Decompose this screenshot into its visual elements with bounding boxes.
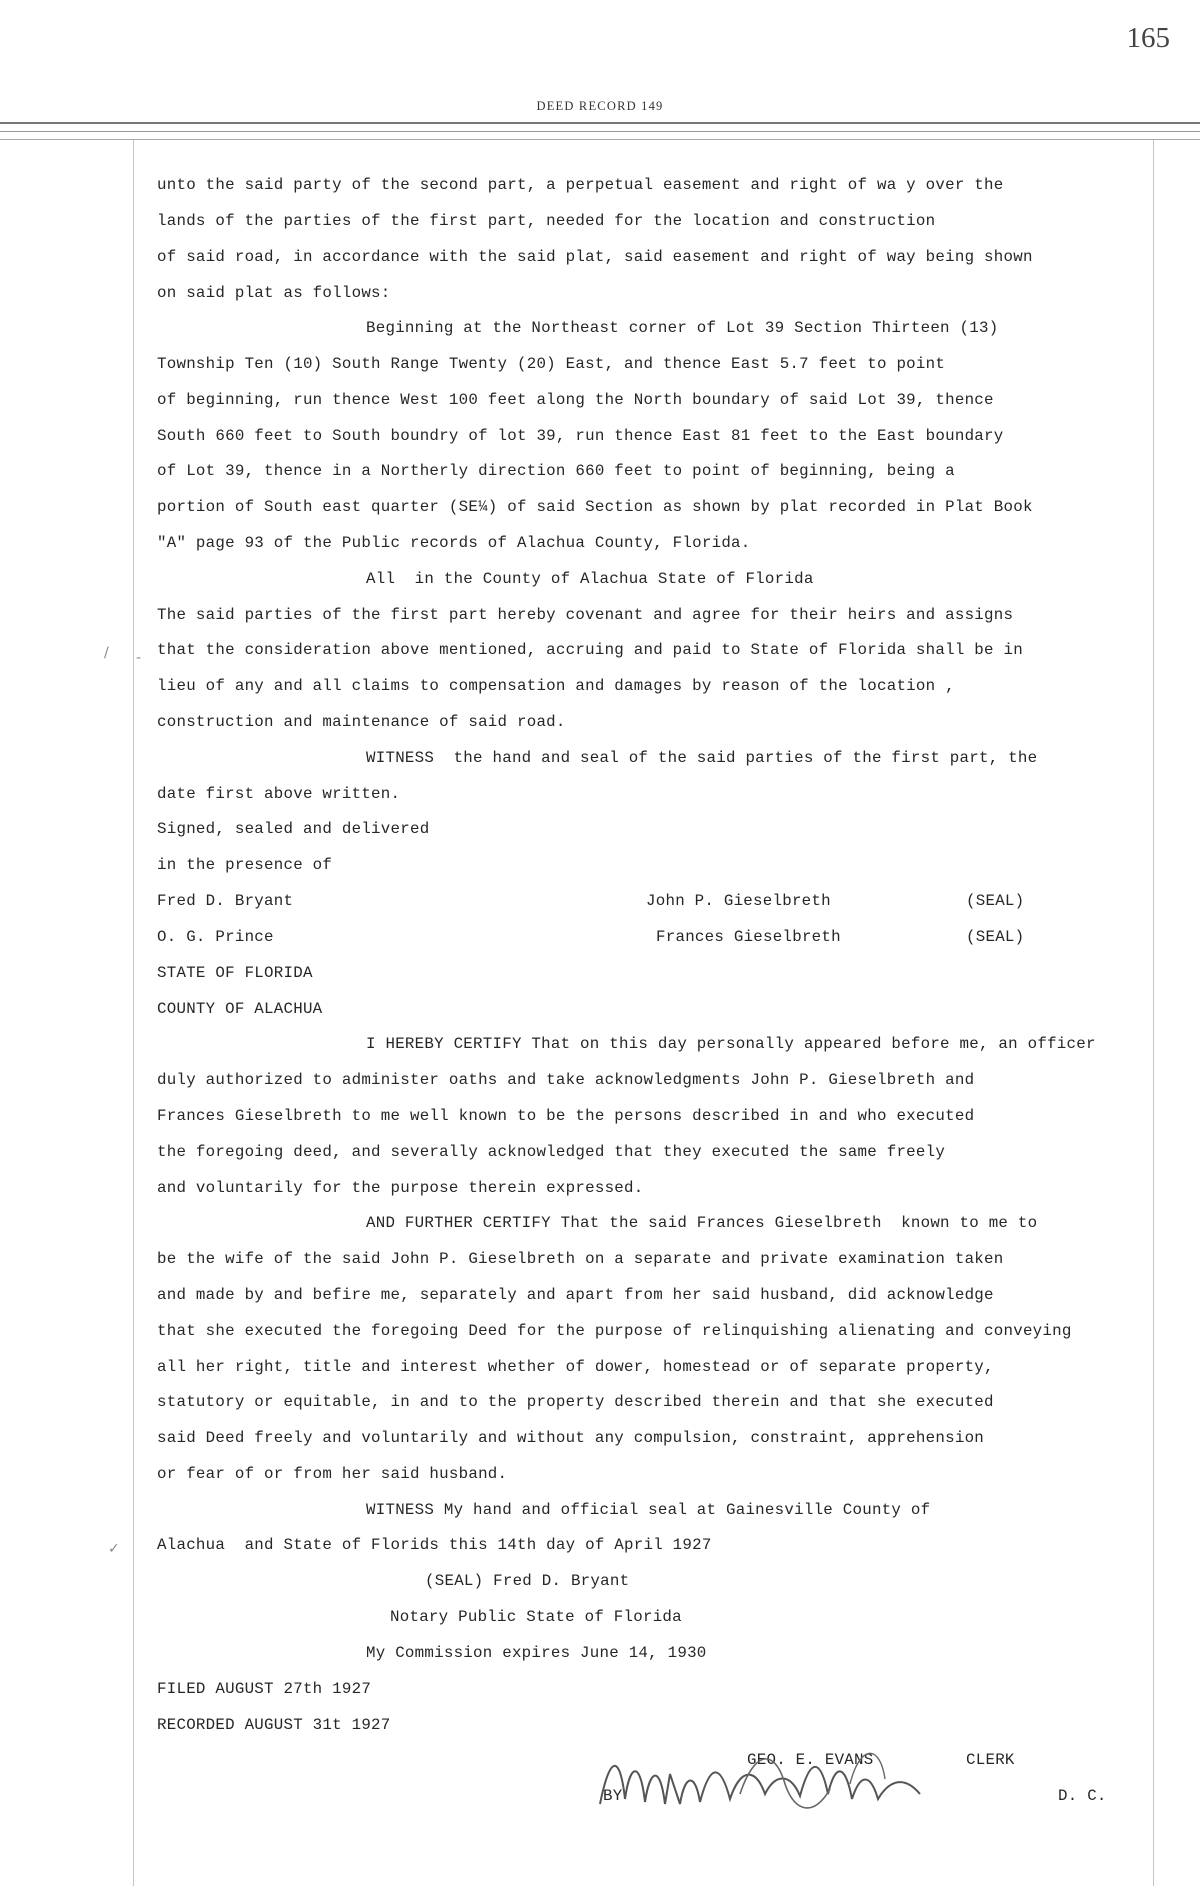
document-text-line: of beginning, run thence West 100 feet along the North boundary of said Lot 39, thence [157, 391, 994, 409]
page-number: 165 [1126, 22, 1170, 54]
document-text-line: COUNTY OF ALACHUA [157, 1000, 323, 1018]
document-text-line: all her right, title and interest whether of dower, homestead or of separate property, [157, 1358, 994, 1376]
document-text-line: John P. Gieselbreth [646, 892, 831, 910]
document-text-line: WITNESS the hand and seal of the said parties of the first part, the [366, 749, 1038, 767]
document-text-line: and voluntarily for the purpose therein expressed. [157, 1179, 644, 1197]
document-text-line: The said parties of the first part hereby covenant and agree for their heirs and assigns [157, 606, 1014, 624]
document-text-line: unto the said party of the second part, a perpetual easement and right of wa y over the [157, 176, 1004, 194]
document-text-line: (SEAL) [966, 928, 1025, 946]
document-text-line: RECORDED AUGUST 31t 1927 [157, 1716, 391, 1734]
document-text-line: on said plat as follows: [157, 284, 391, 302]
document-text-line: Frances Gieselbreth [656, 928, 841, 946]
document-text-line: Fred D. Bryant [157, 892, 294, 910]
document-text-line: (SEAL) Fred D. Bryant [425, 1572, 630, 1590]
document-text-line: or fear of or from her said husband. [157, 1465, 508, 1483]
deed-record-header: DEED RECORD 149 [536, 99, 664, 113]
document-text-line: D. C. [1058, 1787, 1107, 1805]
header-rule-top [0, 122, 1200, 124]
document-text-line: of said road, in accordance with the said plat, said easement and right of way being shown [157, 248, 1033, 266]
document-text-line: South 660 feet to South boundry of lot 39, run thence East 81 feet to the East boundary [157, 427, 1004, 445]
document-text-line: construction and maintenance of said road. [157, 713, 566, 731]
margin-dash-mark: - [136, 650, 142, 666]
document-text-line: GEO. E. EVANS [747, 1751, 874, 1769]
margin-tick-mark: / [104, 645, 109, 661]
document-text-line: All in the County of Alachua State of Florida [366, 570, 814, 588]
clerk-signature [590, 1744, 1010, 1829]
header-rule-bottom [0, 139, 1200, 140]
document-text-line: in the presence of [157, 856, 333, 874]
document-text-line: that she executed the foregoing Deed for the purpose of relinquishing alienating and conveying [157, 1322, 1072, 1340]
document-text-line: Frances Gieselbreth to me well known to be the persons described in and who executed [157, 1107, 975, 1125]
document-text-line: My Commission expires June 14, 1930 [366, 1644, 707, 1662]
document-text-line: BY [603, 1787, 623, 1805]
document-text-line: said Deed freely and voluntarily and without any compulsion, constraint, apprehension [157, 1429, 985, 1447]
document-text-line: STATE OF FLORIDA [157, 964, 313, 982]
margin-check-mark: ✓ [108, 1541, 120, 1557]
document-text-line: of Lot 39, thence in a Northerly direction 660 feet to point of beginning, being a [157, 462, 955, 480]
document-text-line: Township Ten (10) South Range Twenty (20) East, and thence East 5.7 feet to point [157, 355, 946, 373]
right-margin-line [1153, 140, 1154, 1886]
document-text-line: WITNESS My hand and official seal at Gainesville County of [366, 1501, 931, 1519]
document-text-line: be the wife of the said John P. Gieselbreth on a separate and private examination taken [157, 1250, 1004, 1268]
document-text-line: Signed, sealed and delivered [157, 820, 430, 838]
document-text-line: the foregoing deed, and severally acknowledged that they executed the same freely [157, 1143, 946, 1161]
document-text-line: and made by and befire me, separately and apart from her said husband, did acknowledge [157, 1286, 994, 1304]
header-rule-middle [0, 131, 1200, 132]
document-text-line: Beginning at the Northeast corner of Lot 39 Section Thirteen (13) [366, 319, 999, 337]
document-text-line: O. G. Prince [157, 928, 274, 946]
document-text-line: (SEAL) [966, 892, 1025, 910]
left-margin-line [133, 140, 134, 1886]
document-text-line: Alachua and State of Florids this 14th day of April 1927 [157, 1536, 712, 1554]
document-text-line: I HEREBY CERTIFY That on this day personally appeared before me, an officer [366, 1035, 1096, 1053]
document-text-line: that the consideration above mentioned, accruing and paid to State of Florida shall be in [157, 641, 1023, 659]
document-text-line: Notary Public State of Florida [390, 1608, 682, 1626]
document-text-line: statutory or equitable, in and to the property described therein and that she executed [157, 1393, 994, 1411]
document-text-line: AND FURTHER CERTIFY That the said Frances Gieselbreth known to me to [366, 1214, 1038, 1232]
document-text-line: lands of the parties of the first part, needed for the location and construction [157, 212, 936, 230]
document-text-line: duly authorized to administer oaths and take acknowledgments John P. Gieselbreth and [157, 1071, 975, 1089]
document-text-line: CLERK [966, 1751, 1015, 1769]
document-text-line: FILED AUGUST 27th 1927 [157, 1680, 372, 1698]
document-text-line: date first above written. [157, 785, 401, 803]
document-text-line: portion of South east quarter (SE¼) of said Section as shown by plat recorded in Plat Book [157, 498, 1033, 516]
document-text-line: "A" page 93 of the Public records of Alachua County, Florida. [157, 534, 751, 552]
document-text-line: lieu of any and all claims to compensation and damages by reason of the location , [157, 677, 955, 695]
